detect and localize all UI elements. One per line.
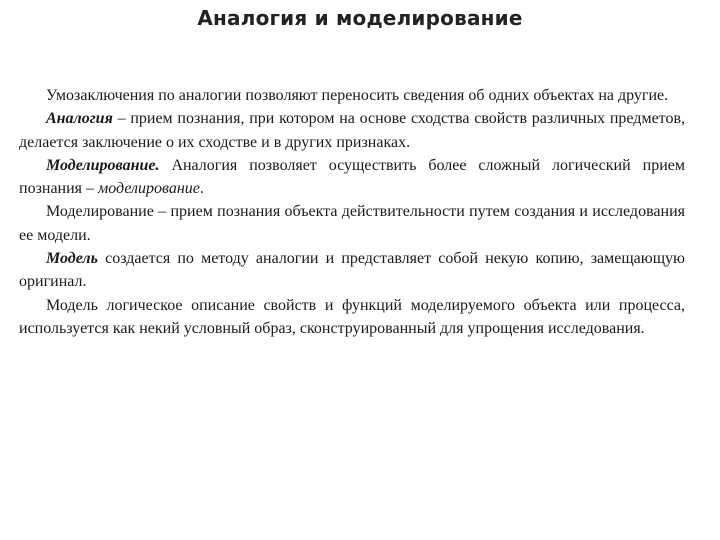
term-modeling: Моделирование. bbox=[46, 156, 160, 174]
paragraph-modeling-intro bbox=[19, 154, 685, 201]
paragraph-modeling-definition bbox=[19, 200, 685, 247]
emphasis-modeling: моделирование bbox=[98, 180, 200, 198]
paragraph-inference-text: Умозаключения по аналогии позволяют переносить сведения об одних объектах на другие. bbox=[46, 87, 669, 104]
paragraph-modeling-intro-text: Аналогия позволяет осуществить более сложный логический прием познания – bbox=[19, 156, 685, 198]
paragraph-analogy-text: – прием познания, при котором на основе сходства свойств различных предметов, делается заключение о их сходстве и в других признаках. bbox=[19, 110, 685, 151]
paragraph-analogy bbox=[19, 107, 685, 154]
paragraph-inference bbox=[19, 84, 685, 107]
term-model: Модель bbox=[46, 250, 98, 268]
paragraph-model-description bbox=[19, 294, 685, 341]
paragraph-model bbox=[19, 247, 685, 294]
paragraph-model-description-text: Модель логическое описание свойств и функций моделируемого объекта или процесса, используется как некий условный образ, сконструированный для упрощения исследования. bbox=[19, 296, 685, 337]
paragraph-modeling-definition-text: Моделирование – прием познания объекта действительности путем создания и исследования ее модели. bbox=[19, 203, 685, 244]
slide-body bbox=[19, 84, 685, 340]
paragraph-modeling-intro-tail: . bbox=[199, 180, 204, 198]
slide-title: Аналогия и моделирование bbox=[197, 6, 523, 30]
paragraph-model-text: создается по методу аналогии и представляет собой некую копию, замещающую оригинал. bbox=[19, 250, 685, 291]
term-analogy: Аналогия bbox=[46, 110, 113, 128]
